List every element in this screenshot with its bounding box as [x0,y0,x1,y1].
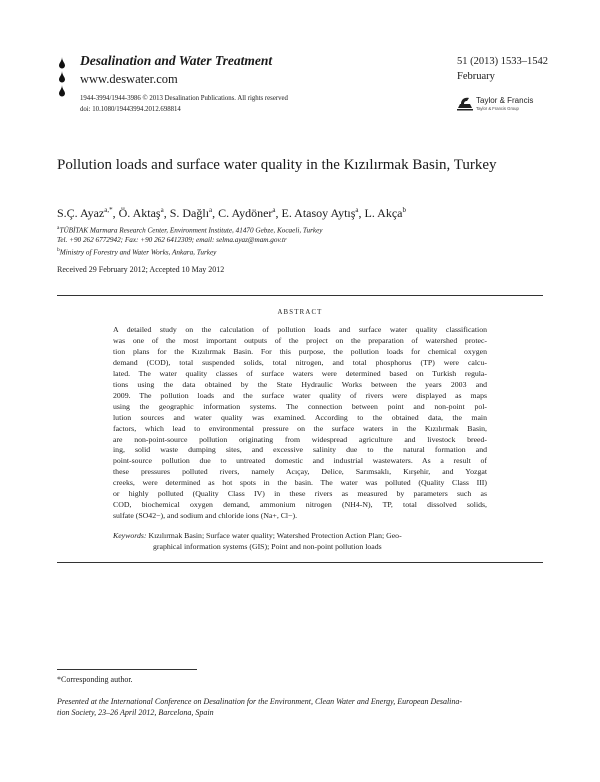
author-affiliation-marker: a,* [104,206,113,214]
abstract-line: sulfate (SO42−), and sodium and chloride ions (Na+, Cl−). [113,511,298,521]
author-name: Ö. Aktaş [118,206,161,220]
author-affiliation-marker: a [355,206,359,214]
abstract-line: A detailed study on the calculation of pollution loads and surface water quality classification [113,325,487,334]
affiliation-text: Ministry of Forestry and Water Works, Ankara, Turkey [59,248,217,257]
article-title: Pollution loads and surface water quality in the Kızılırmak Basin, Turkey [57,157,497,173]
abstract-line: tion plans for the Kızılırmak Basin. For this purpose, the pollution loads for chemical oxygen [113,346,487,356]
abstract-line: COD, biochemical oxygen demand, ammonium nitrogen (NH4-N), TP, total dissolved solids, [113,500,487,510]
publisher-logo [455,93,565,113]
abstract-line: ing, solid waste dumping sites, and excessive salinity due to the natural formation and [113,445,487,455]
issn-copyright: 1944-3994/1944-3986 © 2013 Desalination Publications. All rights reserved [80,95,288,102]
keywords-line-2 [153,542,382,551]
bottom-divider [57,562,543,563]
author-affiliation-marker: a [209,206,213,214]
abstract-line: factors, which lead to environmental pressure on the surface waters in the Kızılırmak Basin, [113,423,487,433]
issue-month: February [457,71,495,82]
abstract-line: using the geographic information systems. The connection between point and non-point pol- [113,401,487,411]
publisher-subtitle: Taylor & Francis Group [476,106,519,111]
abstract-line: creeks, were determined as hot spots in the basin. The water was polluted (Quality Class III) [113,478,487,488]
abstract-line: are non-point-source pollution originating from widespread agriculture and livestock breed- [113,434,487,444]
abstract-line: tions using the data obtained by the State Hydraulic Works between the years 2003 and [113,379,487,389]
abstract-heading: ABSTRACT [277,309,323,316]
author-name: S. Dağlı [169,206,210,220]
keywords-line-1 [113,531,402,540]
affiliation-b [57,247,216,256]
author-name: E. Atasoy Aytış [281,206,356,220]
affiliation-marker: a [57,225,60,231]
top-divider [57,295,543,296]
affiliation-marker: b [57,247,60,253]
abstract-line: these pressures polluted rivers, namely Acıçay, Delice, Sarımsaklı, Kırşehir, and Yozgat [113,467,487,477]
doi[interactable]: doi: 10.1080/19443994.2012.698814 [80,106,181,113]
abstract-line: lution sources and water quality was examined. According to the obtained data, the main [113,412,487,422]
author-name: S.Ç. Ayaz [57,206,105,220]
keywords-label: Keywords: [113,531,147,540]
author-list: S.Ç. Ayaz$^{a,*}$, Ö. Aktaş$^a$, S. Dağlı$^a$, C. Aydöner$^a$, E. Atasoy Aytış$^a$, L. Akça$^b$ [57,206,407,220]
abstract-line: was one of the most important outputs of the project on the preparation of watershed protec- [113,335,487,345]
author-affiliation-marker: a [272,206,276,214]
abstract-line: point-source pollution due to untreated domestic and industrial wastewaters. As a result of [113,456,487,466]
contact-info [57,236,287,244]
author-affiliation-marker: a [160,206,164,214]
affiliation-text: TÜBİTAK Marmara Research Center, Environment Institute, 41470 Gebze, Kocaeli, Turkey [59,226,323,235]
keywords-text: Kızılırmak Basin; Surface water quality; Watershed Protection Action Plan; Geo- [148,531,402,540]
journal-title: Desalination and Water Treatment [80,53,273,68]
contact-text: Tel. +90 262 6772942; Fax: +90 262 6412309; email: selma.ayaz@mam.gov.tr [57,236,287,244]
author-name: C. Aydöner [218,206,273,220]
volume-pages: 51 (2013) 1533–1542 [457,56,548,67]
presented-at-line-2: tion Society, 23–26 April 2012, Barcelona, Spain [57,708,214,717]
abstract-line: or highly polluted (Quality Class IV) in these rivers as measured by parameters such as [113,489,487,499]
received-accepted-dates: Received 29 February 2012; Accepted 10 May 2012 [57,265,225,274]
presented-at-line-1: Presented at the International Conference on Desalination for the Environment, Clean Water and Energy, European Desalina- [57,697,463,706]
footnote-divider [57,669,197,670]
abstract-line: demand (COD), total suspended solids, total nitrogen, and total phosphorus (TP) were calcu- [113,357,487,367]
abstract-line: 2009. The pollution loads and the surface water quality of rivers were displayed as maps [113,390,487,400]
keywords-text: graphical information systems (GIS); Point and non-point pollution loads [153,542,382,551]
author-affiliation-marker: b [402,206,407,214]
abstract-line: lated. The water quality classes of surface waters were determined based on Turkish regula- [113,368,487,378]
publisher-lamp-icon [457,98,473,111]
author-name: L. Akça [364,206,403,220]
affiliation-a [57,225,323,234]
journal-logo-icon [57,57,67,97]
corresponding-author-note: *Corresponding author. [57,675,133,684]
publisher-name: Taylor & Francis [476,96,534,105]
journal-url[interactable]: www.deswater.com [80,72,178,86]
